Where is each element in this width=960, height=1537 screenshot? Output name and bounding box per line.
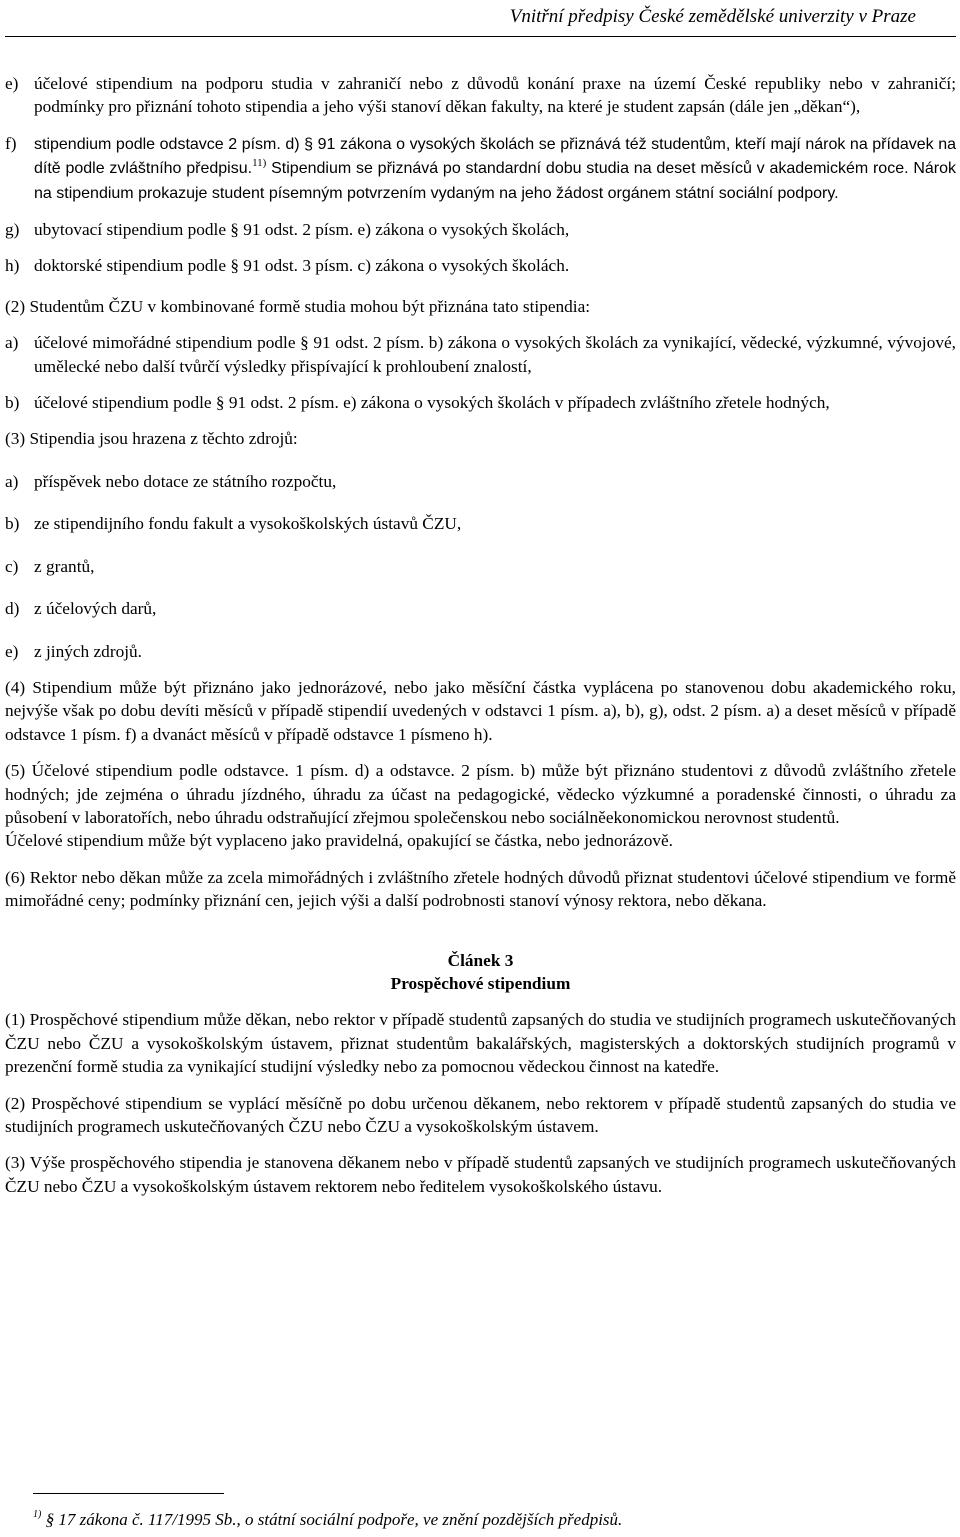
- list-text: z grantů,: [34, 556, 95, 576]
- paragraph-6: (6) Rektor nebo děkan může za zcela mimořádných i zvláštního zřetele hodných důvodů přiznat studentovi účelové stipendium ve formě mimořádné ceny; podmínky přiznání cen, jejich výši a další podrobnosti stanoví výnosy rektora, nebo děkana.: [5, 867, 956, 911]
- list-label: e): [5, 74, 19, 93]
- footnote: [33, 1510, 622, 1530]
- list-item-f: [5, 132, 956, 205]
- list-item-3c: [5, 555, 956, 578]
- list-label: a): [5, 471, 19, 491]
- paragraph-3: (3) Stipendia jsou hrazena z těchto zdrojů:: [5, 429, 298, 449]
- list-text: ze stipendijního fondu fakult a vysokoškolských ústavů ČZU,: [34, 514, 462, 534]
- article-paragraph-3: (3) Výše prospěchového stipendia je stanovena děkanem nebo v případě studentů zapsaných ve studijních programech uskutečňovaných ČZU nebo ČZU a vysokoškolským ústavem rektorem nebo ředitelem vysokoškolského ústavu.: [5, 1153, 956, 1196]
- page-header: Vnitřní předpisy České zemědělské univerzity v Praze: [509, 6, 916, 27]
- paragraph-5-cont: Účelové stipendium může být vyplaceno jako pravidelná, opakující se částka, nebo jednorázově.: [5, 831, 673, 851]
- footnote-rule: [33, 1493, 224, 1494]
- list-label: b): [5, 514, 20, 534]
- paragraph-2: (2) Studentům ČZU v kombinované formě studia mohou být přiznána tato stipendia:: [5, 296, 591, 316]
- list-item-3b: [5, 512, 956, 535]
- list-text: z jiných zdrojů.: [34, 641, 142, 661]
- paragraph-4: (4) Stipendium může být přiznáno jako jednorázové, nebo jako měsíční částka vyplácena po stanovenou dobu akademického roku, nejvýše však po dobu devíti měsíců v případě stipendií uvedených v odstavci 1 písm. a), b), g), odst. 2 písm. a) a deset měsíců v případě odstavce 1 písm. f) a dvanáct měsíců v případě odstavce 1 písmeno h).: [5, 677, 956, 744]
- list-label: h): [5, 256, 20, 276]
- article-heading: Článek 3: [447, 950, 514, 970]
- list-label: a): [5, 333, 19, 353]
- paragraph-5: (5) Účelové stipendium podle odstavce. 1 písm. d) a odstavce. 2 písm. b) může být přiznáno studentovi z důvodů zvláštního zřetele hodných; jde zejména o úhradu jízdného, úhradu za účast na pedagogické, vědecko výzkumné a poradenské činnosti, o úhradu za působení v laboratořích, nebo úhradu odstraňující zřejmou společenskou nebo sociálněekonomickou nerovnost studentů.: [5, 761, 956, 827]
- list-label: f): [5, 133, 17, 153]
- list-text: účelové mimořádné stipendium podle § 91 odst. 2 písm. b) zákona o vysokých školách za vynikající, vědecké, výzkumné, vývojové, umělecké nebo další tvůrčí výsledky přispívající k prohloubení znalostí,: [34, 333, 956, 376]
- list-label: g): [5, 220, 20, 240]
- list-item-3e: [5, 640, 956, 663]
- header-rule: [5, 36, 956, 37]
- list-text: ubytovací stipendium podle § 91 odst. 2 písm. e) zákona o vysokých školách,: [34, 220, 570, 240]
- article-subheading: Prospěchové stipendium: [390, 973, 571, 993]
- list-item-h: [5, 254, 956, 277]
- list-label: c): [5, 556, 19, 576]
- list-label: e): [5, 641, 19, 661]
- list-text: účelové stipendium podle § 91 odst. 2 písm. e) zákona o vysokých školách v případech zvláštního zřetele hodných,: [34, 393, 830, 413]
- list-item-3d: [5, 597, 956, 620]
- list-item-3a: [5, 470, 956, 493]
- list-item-g: [5, 218, 956, 241]
- list-item-e: [5, 72, 956, 119]
- footnote-ref: 11): [252, 157, 267, 170]
- list-item-2b: [5, 391, 956, 414]
- list-text-cont: Stipendium se přiznává po standardní dobu studia na deset měsíců v akademickém roce. Nárok na stipendium prokazuje student písemným potvrzením vydaným na jeho žádost orgánem státní sociální podpory.: [34, 160, 957, 202]
- list-item-2a: [5, 331, 956, 378]
- list-text: příspěvek nebo dotace ze státního rozpočtu,: [34, 471, 337, 491]
- list-label: b): [5, 393, 20, 413]
- footnote-text: § 17 zákona č. 117/1995 Sb., o státní sociální podpoře, ve znění pozdějších předpisů.: [45, 1510, 623, 1529]
- list-text: stipendium podle odstavce 2 písm. d) § 91 zákona o vysokých školách se přiznává též studentům, kteří mají nárok na přídavek na dítě podle zvláštního předpisu.: [34, 135, 956, 178]
- list-text: z účelových darů,: [34, 599, 157, 619]
- list-text: doktorské stipendium podle § 91 odst. 3 písm. c) zákona o vysokých školách.: [34, 256, 570, 276]
- footnote-marker: 1): [33, 1509, 42, 1520]
- article-paragraph-2: (2) Prospěchové stipendium se vyplácí měsíčně po dobu určenou děkanem, nebo rektorem v případě studentů zapsaných do studia ve studijních programech uskutečňovaných ČZU nebo ČZU a vysokoškolským ústavem.: [5, 1093, 956, 1136]
- list-text: účelové stipendium na podporu studia v zahraničí nebo z důvodů konání praxe na území České republiky nebo v zahraničí; podmínky pro přiznání tohoto stipendia a jeho výši stanoví děkan fakulty, na které je student zapsán (dále jen „děkan“),: [34, 74, 956, 117]
- document-body: [5, 72, 956, 1198]
- article-paragraph-1: (1) Prospěchové stipendium může děkan, nebo rektor v případě studentů zapsaných do studia ve studijních programech uskutečňovaných ČZU nebo ČZU a vysokoškolským ústavem, přiznat studentům bakalářských, magisterských a doktorských studijních programů v prezenční formě studia za vynikající studijní výsledky nebo za pomocnou vědeckou činnost na katedře.: [5, 1010, 956, 1077]
- list-label: d): [5, 599, 20, 619]
